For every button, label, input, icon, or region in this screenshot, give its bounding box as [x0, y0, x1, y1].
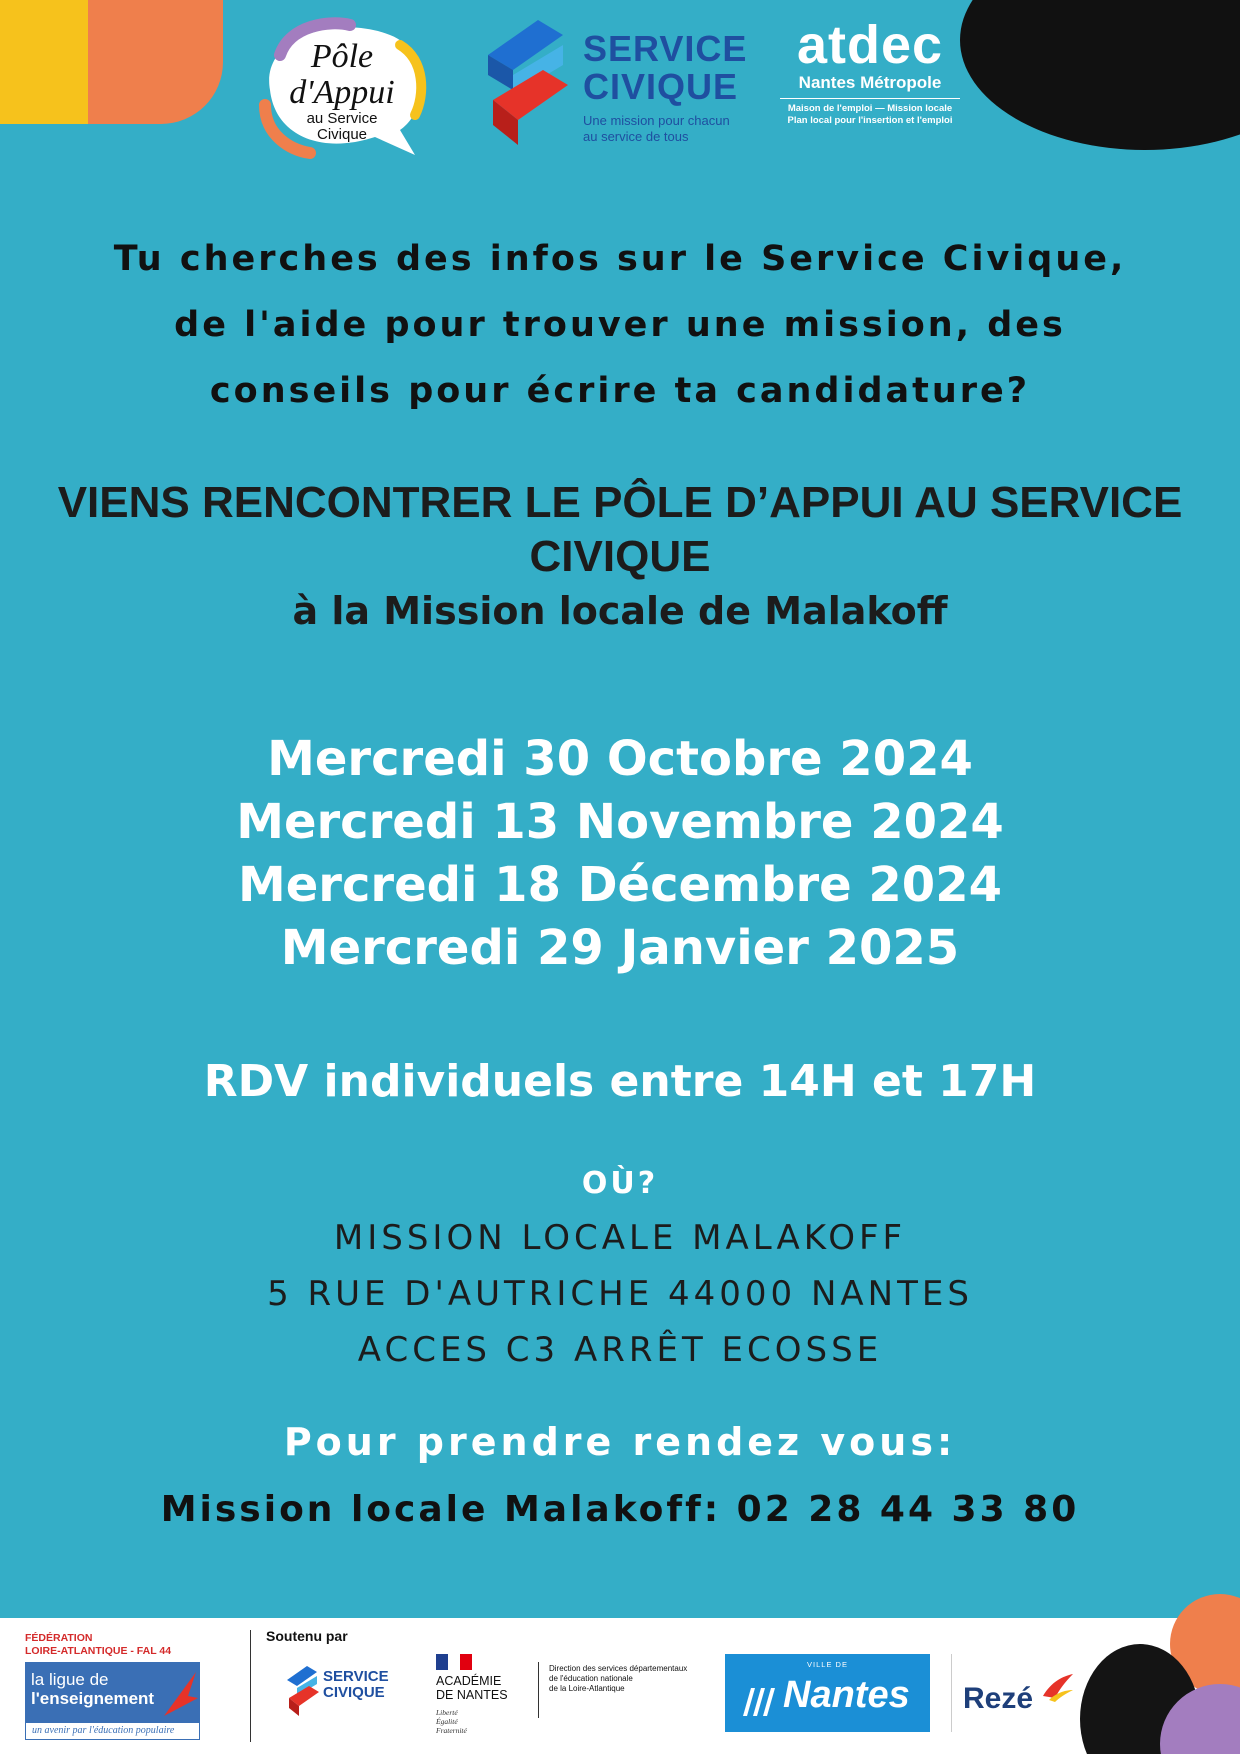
dsden-text [549, 1664, 709, 1694]
motto-fraternite: Fraternité [436, 1726, 467, 1735]
ligue-line2: l'enseignement [31, 1689, 155, 1708]
supported-by-label: Soutenu par [266, 1628, 348, 1644]
event-date: Mercredi 18 Décembre 2024 [237, 857, 1002, 913]
sc-small-line2: CIVIQUE [323, 1684, 385, 1701]
dsden-line1: Direction des services départementaux [549, 1664, 688, 1673]
pole-appui-logo [250, 15, 435, 165]
atdec-subtitle: Nantes Métropole [780, 72, 960, 99]
event-dates [30, 728, 1210, 980]
ligue-tagline: un avenir par l'éducation populaire [25, 1722, 200, 1740]
nantes-name: Nantes [783, 1674, 910, 1716]
sc-title-line2: CIVIQUE [583, 66, 739, 107]
location-question: OÙ? [581, 1166, 659, 1201]
decorative-block-yellow [0, 0, 88, 124]
event-date: Mercredi 29 Janvier 2025 [280, 920, 960, 976]
booking-title: Pour prendre rendez vous: [283, 1420, 957, 1464]
address-line2: 5 RUE D'AUTRICHE 44000 NANTES [267, 1274, 973, 1314]
decorative-blob-black [960, 0, 1240, 150]
atdec-line1: Maison de l'emploi — Mission locale [787, 103, 953, 114]
service-civique-mark-icon [483, 15, 573, 155]
atdec-logo [780, 15, 960, 148]
pole-logo-line1: Pôle [310, 38, 374, 75]
sc-tagline-line1: Une mission pour chacun [583, 113, 730, 128]
booking-contact: Mission locale Malakoff: 02 28 44 33 80 [160, 1489, 1080, 1530]
headline-line1: VIENS RENCONTRER LE PÔLE D’APPUI AU SERVICE [57, 478, 1183, 527]
headline-line2: CIVIQUE [529, 532, 711, 581]
footer-partners [0, 1618, 1240, 1754]
intro-line2: de l'aide pour trouver une mission, des [174, 305, 1066, 345]
headline [30, 476, 1210, 584]
footer-divider [538, 1662, 539, 1718]
address-line3: ACCES C3 ARRÊT ECOSSE [357, 1330, 883, 1370]
fal-title-line2: LOIRE-ATLANTIQUE - FAL 44 [25, 1645, 172, 1657]
sc-small-text [323, 1669, 389, 1701]
atdec-name: atdec [796, 15, 944, 75]
dsden-line3: de la Loire-Atlantique [549, 1684, 625, 1693]
academie-line2: DE NANTES [436, 1688, 508, 1702]
reze-name: Rezé [963, 1682, 1034, 1715]
ligue-enseignement-logo [25, 1662, 200, 1740]
marianne-flag-icon [436, 1654, 472, 1670]
sc-tagline-line2: au service de tous [583, 129, 689, 144]
academie-nantes-logo [436, 1654, 536, 1744]
sc-title-line1: SERVICE [583, 28, 748, 69]
location-address [30, 1210, 1210, 1378]
service-civique-tagline [583, 113, 743, 145]
ligue-name [31, 1670, 154, 1708]
service-civique-title [583, 28, 748, 107]
rdv-hours: RDV individuels entre 14H et 17H [203, 1056, 1037, 1107]
service-civique-small-logo [285, 1664, 405, 1724]
ligue-line1: la ligue de [31, 1670, 109, 1689]
academie-name [436, 1674, 508, 1702]
reze-logo [963, 1678, 1075, 1716]
fal-title-line1: FÉDÉRATION [25, 1632, 93, 1644]
motto-liberte: Liberté [436, 1708, 458, 1717]
address-line1: MISSION LOCALE MALAKOFF [333, 1218, 907, 1258]
pole-logo-line3: au Service [306, 110, 378, 127]
intro-question [40, 226, 1200, 424]
nantes-stripes-icon [741, 1682, 785, 1718]
nantes-ville-label: VILLE DE [807, 1660, 848, 1669]
ville-de-nantes-logo [725, 1654, 930, 1732]
pole-logo-line2: d'Appui [289, 74, 395, 111]
service-civique-logo [483, 15, 748, 155]
event-date: Mercredi 30 Octobre 2024 [267, 731, 973, 787]
ligue-arrow-icon [160, 1668, 200, 1720]
event-date: Mercredi 13 Novembre 2024 [236, 794, 1004, 850]
intro-line3: conseils pour écrire ta candidature? [209, 371, 1031, 411]
intro-line1: Tu cherches des infos sur le Service Civique, [113, 239, 1127, 279]
fal-title [25, 1632, 171, 1658]
academie-line1: ACADÉMIE [436, 1674, 502, 1688]
academie-motto [436, 1708, 467, 1735]
footer-divider [250, 1630, 251, 1742]
decorative-block-orange [88, 0, 223, 124]
atdec-line2: Plan local pour l'insertion et l'emploi [787, 115, 953, 126]
subheadline: à la Mission locale de Malakoff [292, 589, 948, 633]
motto-egalite: Égalité [436, 1717, 458, 1726]
dsden-line2: de l'éducation nationale [549, 1674, 633, 1683]
service-civique-mark-small-icon [285, 1664, 319, 1720]
footer-divider [951, 1654, 952, 1732]
sc-small-line1: SERVICE [323, 1668, 389, 1685]
reze-swoosh-icon [1041, 1672, 1075, 1702]
pole-logo-line4: Civique [316, 126, 368, 143]
